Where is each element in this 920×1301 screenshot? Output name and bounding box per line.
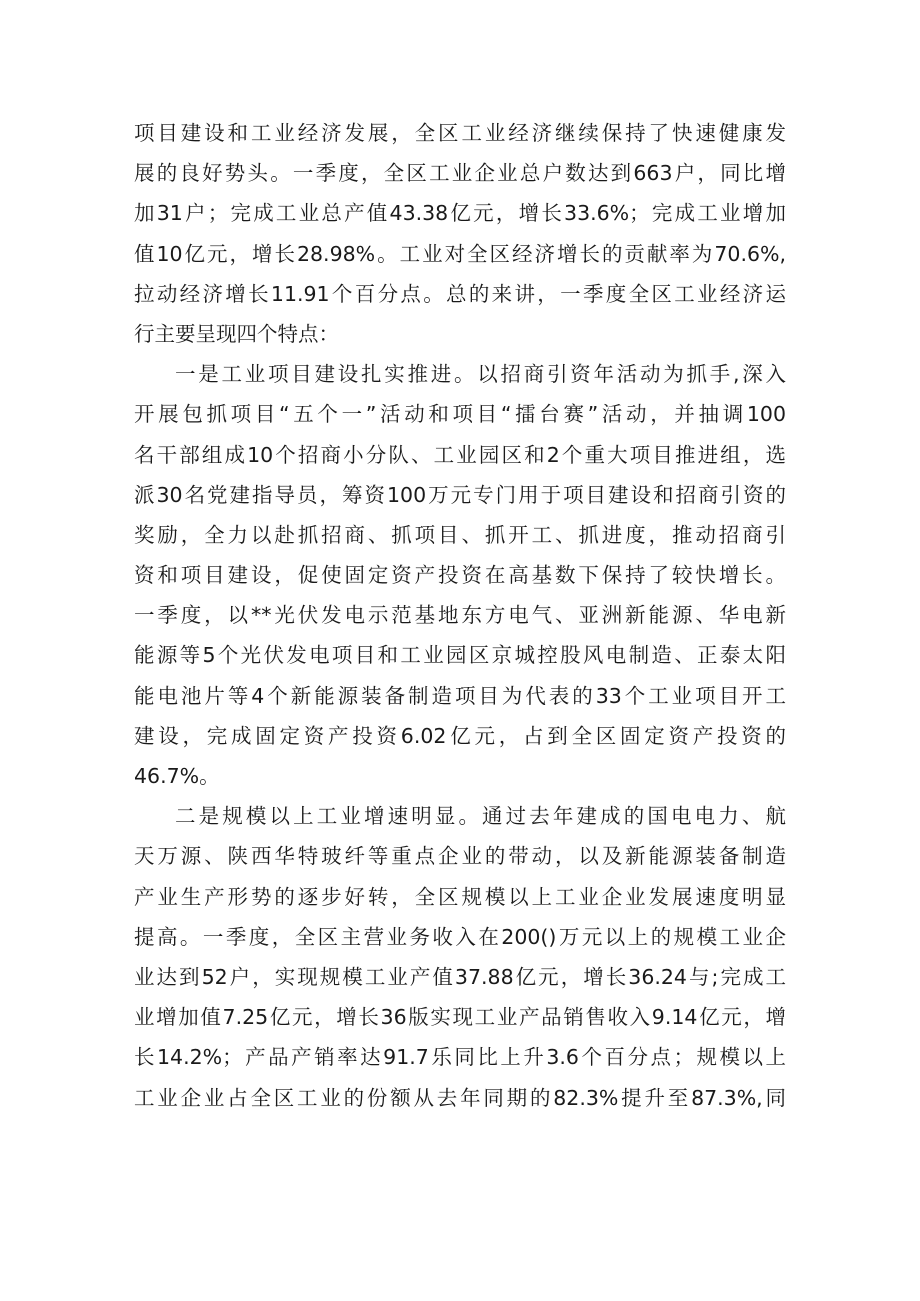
- document-body: [134, 113, 786, 1118]
- paragraph-intro: [134, 113, 786, 354]
- text-line: 能源等5个光伏发电项目和工业园区京城控股风电制造、正泰太阳: [134, 643, 786, 668]
- text-line: 名干部组成10个招商小分队、工业园区和2个重大项目推进组，选: [134, 442, 786, 467]
- text-line: 值10亿元，增长28.98%。工业对全区经济增长的贡献率为70.6%,: [134, 241, 786, 266]
- text-line: 业达到52户，实现规模工业产值37.88亿元，增长36.24与;完成工: [134, 964, 786, 989]
- text-line: 加31户；完成工业总产值43.38亿元，增长33.6%；完成工业增加: [134, 201, 786, 226]
- text-line: 业增加值7.25亿元，增长36版实现工业产品销售收入9.14亿元，增: [134, 1005, 786, 1030]
- text-line: 产业生产形势的逐步好转，全区规模以上工业企业发展速度明显: [134, 884, 786, 909]
- text-line: 长14.2%；产品产销率达91.7乐同比上升3.6个百分点；规模以上: [134, 1045, 786, 1070]
- text-line: 项目建设和工业经济发展，全区工业经济继续保持了快速健康发: [134, 121, 786, 145]
- text-line: 行主要呈现四个特点：: [134, 321, 339, 346]
- text-line: 开展包抓项目“五个一”活动和项目“擂台赛”活动，并抽调100: [134, 402, 786, 427]
- text-line: 一季度，以**光伏发电示范基地东方电气、亚洲新能源、华电新: [134, 603, 786, 628]
- text-line: 派30名党建指导员，筹资100万元专门用于项目建设和招商引资的: [134, 482, 786, 507]
- text-line: 展的良好势头。一季度，全区工业企业总户数达到663户，同比增: [134, 161, 786, 186]
- text-line: 能电池片等4个新能源装备制造项目为代表的33个工业项目开工: [134, 683, 786, 708]
- text-line: 一是工业项目建设扎实推进。以招商引资年活动为抓手,深入: [175, 362, 786, 387]
- text-line: 提高。一季度，全区主营业务收入在200()万元以上的规模工业企: [134, 924, 786, 949]
- text-line: 拉动经济增长11.91个百分点。总的来讲，一季度全区工业经济运: [134, 281, 786, 306]
- text-line: 奖励，全力以赴抓招商、抓项目、抓开工、抓进度，推动招商引: [134, 522, 786, 547]
- text-line: 建设，完成固定资产投资6.02亿元，占到全区固定资产投资的: [134, 723, 786, 748]
- text-line: 资和项目建设，促使固定资产投资在高基数下保持了较快增长。: [134, 563, 786, 588]
- paragraph-project-construction: [134, 354, 786, 796]
- text-line: 46.7%。: [134, 764, 220, 788]
- text-line: 天万源、陕西华特玻纤等重点企业的带动，以及新能源装备制造: [134, 844, 786, 869]
- text-line: 工业企业占全区工业的份额从去年同期的82.3%提升至87.3%,同: [134, 1085, 786, 1110]
- text-line: 二是规模以上工业增速明显。通过去年建成的国电电力、航: [175, 804, 786, 829]
- paragraph-scale-industry: [134, 796, 786, 1118]
